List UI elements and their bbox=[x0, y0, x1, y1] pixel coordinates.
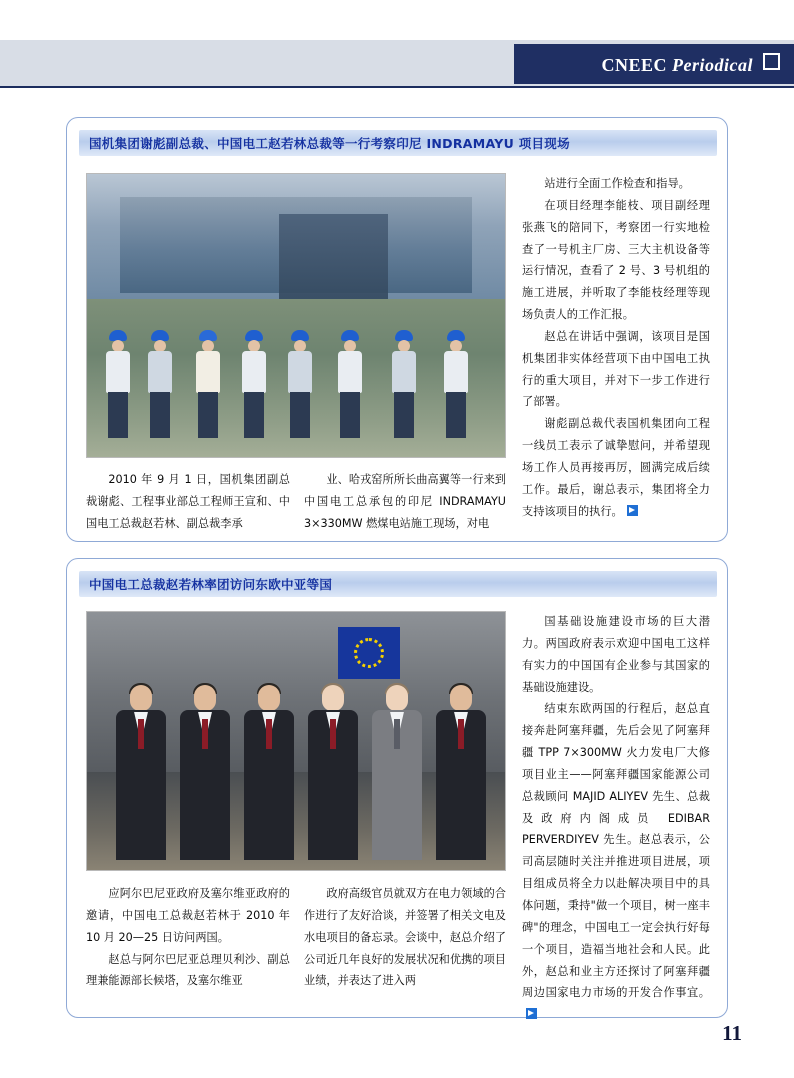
article-1-headline: 国机集团谢彪副总裁、中国电工赵若林总裁等一行考察印尼 INDRAMAYU 项目现场 bbox=[89, 136, 570, 151]
article-1-headline-bar bbox=[79, 130, 717, 156]
article-1-right-column bbox=[522, 173, 710, 523]
article-2-caption-mid bbox=[304, 883, 506, 992]
photo-person bbox=[177, 685, 233, 860]
end-mark-icon bbox=[526, 1008, 537, 1019]
article-2-right-column bbox=[522, 611, 710, 1026]
photo-turbine-unit bbox=[279, 214, 388, 299]
article-1-para-3: 赵总在讲话中强调，该项目是国机集团非实体经营项下由中国电工执行的重大项目，并对下一步工作进行了部署。 bbox=[522, 329, 710, 409]
photo-person bbox=[369, 685, 425, 860]
indramayu-site-inspection-photo bbox=[86, 173, 506, 458]
photo-person bbox=[305, 685, 361, 860]
photo-person bbox=[283, 330, 317, 440]
eu-flag-icon bbox=[338, 627, 400, 679]
photo-person bbox=[439, 330, 473, 440]
article-2-headline: 中国电工总裁赵若林率团访问东欧中亚等国 bbox=[89, 577, 333, 592]
article-2-headline-bar bbox=[79, 571, 717, 597]
article-1-caption-mid bbox=[304, 469, 506, 535]
photo-person bbox=[387, 330, 421, 440]
article-1-para-2: 在项目经理李能枝、项目副经理张燕飞的陪同下，考察团一行实地检查了一号机主厂房、三大主机设备等运行情况，查看了 2 号、3 号机组的施工进展，并听取了李能枝经理等现场负责人的工作汇报。 bbox=[522, 198, 710, 322]
brand-title bbox=[602, 53, 781, 76]
eastern-europe-delegation-group-photo bbox=[86, 611, 506, 871]
photo-person bbox=[433, 685, 489, 860]
article-panel-1 bbox=[66, 117, 728, 542]
article-1-para-1: 站进行全面工作检查和指导。 bbox=[544, 177, 690, 190]
article-1-caption-mid-text: 业、哈戎窑所所长曲高翼等一行来到中国电工总承包的印尼 INDRAMAYU 3×330MW 燃煤电站施工现场，对电 bbox=[304, 473, 506, 530]
header-bottom-rule bbox=[0, 86, 794, 88]
photo-person bbox=[101, 330, 135, 440]
photo-person bbox=[143, 330, 177, 440]
article-2-para-2: 结束东欧两国的行程后，赵总直接奔赴阿塞拜疆，先后会见了阿塞拜疆 TPP 7×300MW 火力发电厂大修项目业主——阿塞拜疆国家能源公司总裁顾问 MAJID ALIYEV 先生、总裁及政府内阁成员 EDIBAR PERVERDIYEV 先生。赵总表示，公司高层随时关注并推进项目进展，项目组成员将全力以赴解决项目中的具体问题，秉持"做一个项目，树一座丰碑"的理念，中国电工一定会执行好每一个项目，造福当地社会和人民。此外，赵总和业主方还探讨了阿塞拜疆周边国家电力市场的开发合作事宜。 bbox=[522, 698, 710, 1026]
brand-italic: Periodical bbox=[672, 54, 753, 75]
square-outline-icon bbox=[763, 53, 780, 70]
end-mark-icon bbox=[627, 505, 638, 516]
article-1-caption-left bbox=[86, 469, 290, 535]
photo-person bbox=[237, 330, 271, 440]
article-1-para-4: 谢彪副总裁代表国机集团向工程一线员工表示了诚挚慰问，并希望现场工作人员再接再厉，圆满完成后续工作。最后，谢总表示，集团将全力支持该项目的执行。 bbox=[522, 417, 710, 518]
article-2-caption-mid-text: 政府高级官员就双方在电力领域的合作进行了友好洽谈，并签署了相关文电及水电项目的备忘录。会谈中，赵总介绍了公司近几年良好的发展状况和优携的项目业绩，并表达了进入两 bbox=[304, 887, 506, 988]
page-number: 11 bbox=[722, 1021, 742, 1045]
article-panel-2 bbox=[66, 558, 728, 1018]
article-2-caption-left-text: 应阿尔巴尼亚政府及塞尔维亚政府的邀请，中国电工总裁赵若林于 2010 年 10 月 20—25 日访问两国。 bbox=[86, 887, 290, 944]
article-2-caption-left-text-2: 赵总与阿尔巴尼亚总理贝利沙、副总理兼能源部长候塔，及塞尔维亚 bbox=[86, 952, 290, 988]
article-2-caption-left bbox=[86, 883, 290, 992]
photo-person bbox=[191, 330, 225, 440]
photo-person bbox=[333, 330, 367, 440]
photo-person bbox=[241, 685, 297, 860]
brand-main: CNEEC bbox=[601, 54, 668, 75]
photo-person bbox=[113, 685, 169, 860]
article-2-para-1: 国基础设施建设市场的巨大潜力。两国政府表示欢迎中国电工这样有实力的中国国有企业参与其国家的基础设施建设。 bbox=[522, 615, 710, 694]
brand-block bbox=[514, 44, 794, 84]
article-1-caption-left-text: 2010 年 9 月 1 日，国机集团副总裁谢彪、工程事业部总工程师王宣和、中国电工总裁赵若林、副总裁李承 bbox=[86, 473, 290, 530]
